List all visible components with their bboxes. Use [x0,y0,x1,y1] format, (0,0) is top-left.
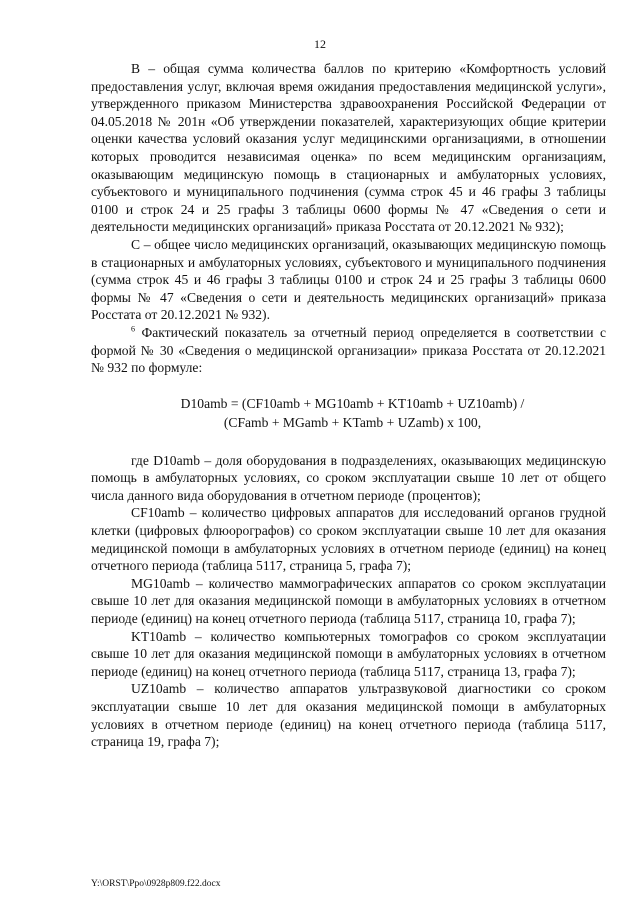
definition-kt10amb: KT10amb – количество компьютерных томографов со сроком эксплуатации свыше 10 лет для оказания медицинской помощи в амбулаторных условиях в отчетном периоде (единиц) на конец отчетного периода (таблица 5117, страница 13, графа 7); [91,628,606,679]
paragraph-c-definition: C – общее число медицинских организаций, оказывающих медицинскую помощь в стационарных и амбулаторных условиях, субъектового и муниципального подчинения (сумма строк 45 и 46 графы 3 таблицы 0100 и строк 24 и 25 графы 3 таблицы 0600 формы № 47 «Сведения о сети и деятельность медицинских организаций» приказа Росстата от 20.12.2021 № 932). [91,236,606,323]
definition-mg10amb: MG10amb – количество маммографических аппаратов со сроком эксплуатации свыше 10 лет для оказания медицинской помощи в амбулаторных условиях в отчетном периоде (единиц) на конец отчетного периода (таблица 5117, страница 10, графа 7); [91,575,606,627]
definition-cf10amb: CF10amb – количество цифровых аппаратов для исследований органов грудной клетки (цифровых флюорографов) со сроком эксплуатации свыше 10 лет для оказания медицинской помощи в амбулаторных условиях в отчетном периоде (единиц) на конец отчетного периода (таблица 5117, страница 5, графа 7); [91,505,606,574]
formula-line-1: D10amb = (CF10amb + MG10amb + KT10amb + UZ10amb) / [180,395,525,411]
footnote-text: Фактический показатель за отчетный период определяется в соответствии с формой № 30 «Сведения о медицинской организации» приказа Росстата от 20.12.2021 № 932 по формуле: [91,324,606,376]
page-number: 12 [314,37,326,51]
formula-line-2: (CFamb + MGamb + KTamb + UZamb) x 100, [223,414,482,430]
footnote-paragraph [91,324,606,377]
footer-file-path: Y:\ORST\Ppo\0928p809.f22.docx [91,879,221,889]
paragraph-b-definition: B – общая сумма количества баллов по критерию «Комфортность условий предоставления услуг, включая время ожидания предоставления медицинской услуги», утвержденного приказом Министерства здравоохранения Российской Федерации от 04.05.2018 № 201н «Об утверждении показателей, характеризующих общие критерии оценки качества условий оказания услуг медицинскими организациями, в отношении которых проводится независимая оценка» по всем медицинским организациям, оказывающим медицинскую помощь в стационарных и амбулаторных условиях, субъектового и муниципального подчинения (сумма строк 45 и 46 графы 3 таблицы 0100 и строк 24 и 25 графы 3 таблицы 0600 формы № 47 «Сведения о сети и деятельности медицинских организаций» приказа Росстата от 20.12.2021 № 932); [91,61,606,235]
formula [91,394,606,432]
footnote-marker: 6 [131,324,135,334]
definition-d10amb: где D10amb – доля оборудования в подразделениях, оказывающих медицинскую помощь в амбулаторных условиях, со сроком эксплуатации свыше 10 лет от общего числа данного вида оборудования в отчетном периоде (процентов); [91,452,606,503]
definition-uz10amb: UZ10amb – количество аппаратов ультразвуковой диагностики со сроком эксплуатации свыше 10 лет для оказания медицинской помощи в амбулаторных условиях в отчетном периоде (единиц) на конец отчетного периода (таблица 5117, страница 19, графа 7); [91,681,606,750]
document-body [91,60,606,751]
